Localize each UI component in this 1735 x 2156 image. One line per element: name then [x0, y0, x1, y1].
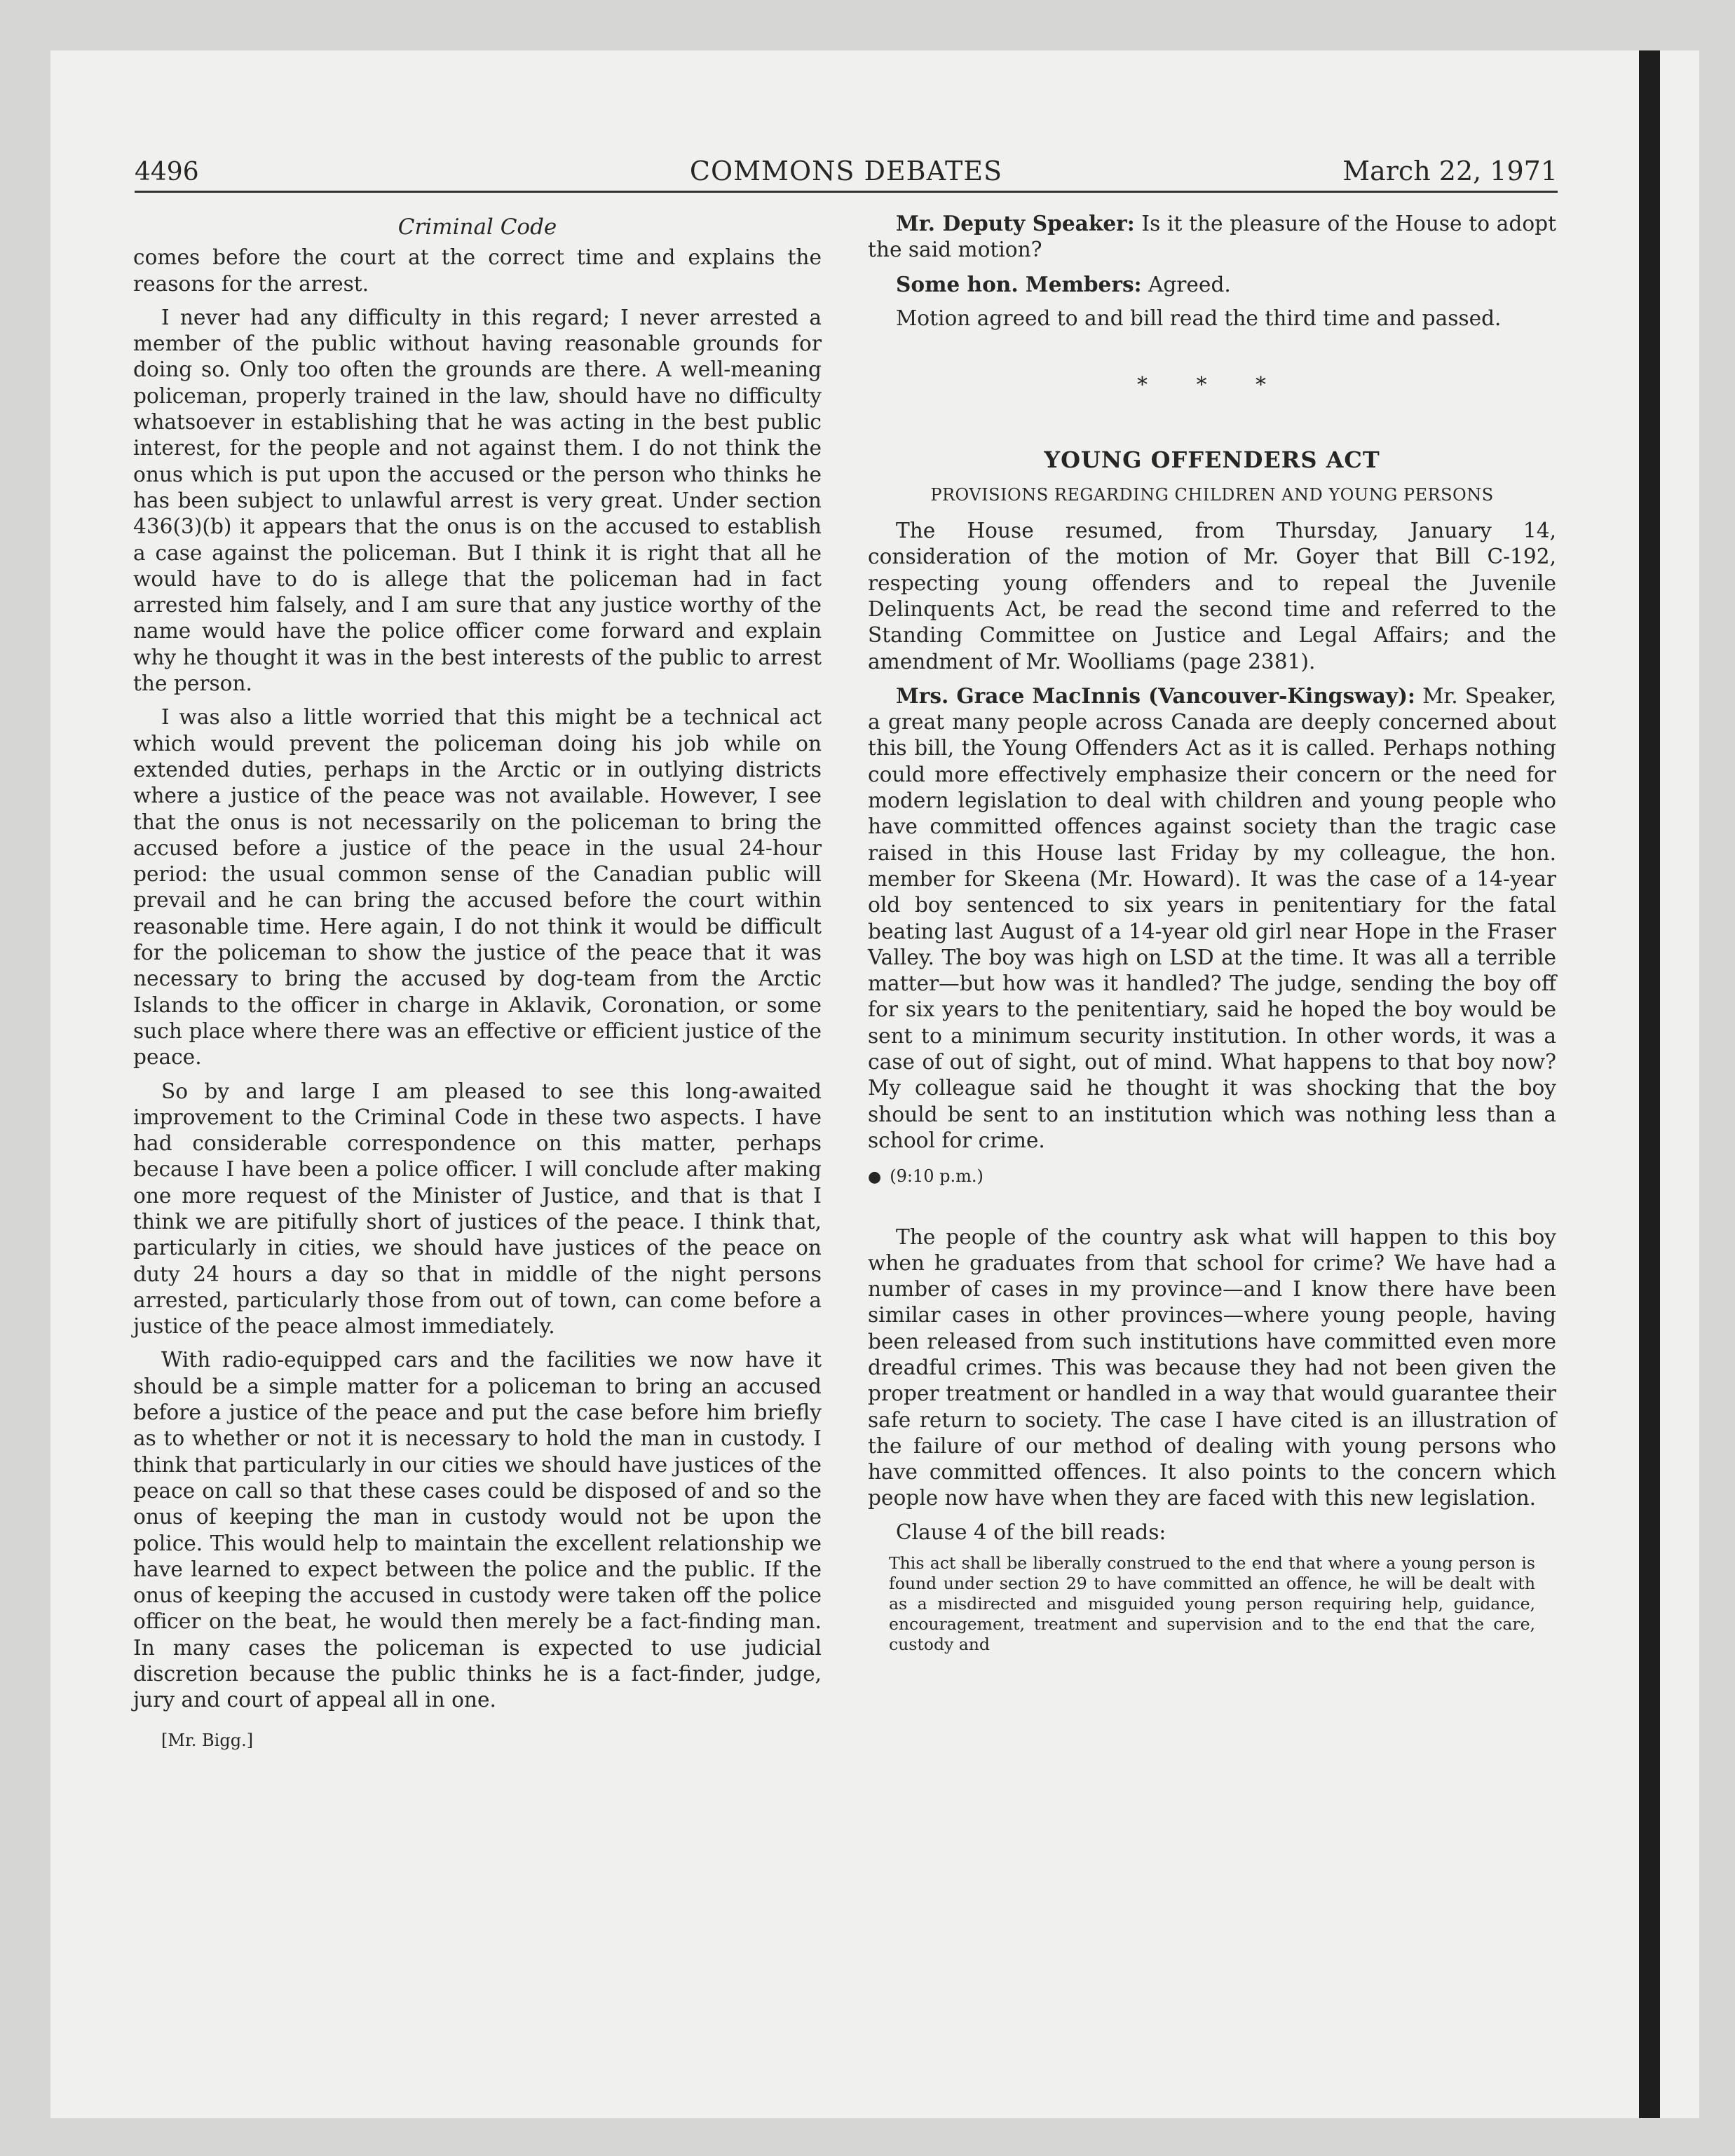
scan-edge-shadow [1639, 50, 1660, 2118]
publication-title: COMMONS DEBATES [689, 156, 1003, 186]
speech-deputy-speaker [868, 210, 1556, 264]
left-column [133, 210, 822, 1754]
paragraph: comes before the court at the correct time and explains the reasons for the arrest. [133, 245, 822, 296]
speaker-name: Mr. Deputy Speaker: [896, 211, 1135, 236]
paragraph: I never had any difficulty in this regard; I never arrested a member of the public without having reasonable grounds for doing so. Only too often the grounds are there. A well-meaning policeman, properly trained in the law, should have no difficulty whatsoever in establishing that he was acting in the best public interest, for the people and not against them. I do not think the onus which is put upon the accused or the person who thinks he has been subject to unlawful arrest is very great. Under section 436(3)(b) it appears that the onus is on the accused to establish a case against the policeman. But I think it is right that all he would have to do is allege that the policeman had in fact arrested him falsely, and I am sure that any justice worthy of the name would have the police officer come forward and explain why he thought it was in the best interests of the public to arrest the person. [133, 305, 822, 696]
section-subheading: PROVISIONS REGARDING CHILDREN AND YOUNG PERSONS [930, 484, 1494, 505]
paragraph: The House resumed, from Thursday, January 14, consideration of the motion of Mr. Goyer that Bill C-192, respecting young offenders and to repeal the Juvenile Delinquents Act, be read the second time and referred to the Standing Committee on Justice and Legal Affairs; and the amendment of Mr. Woolliams (page 2381). [868, 519, 1556, 674]
right-column [868, 210, 1556, 1655]
paragraph: I was also a little worried that this might be a technical act which would prevent the policeman doing his job while on extended duties, perhaps in the Arctic or in outlying districts where a justice of the peace was not available. However, I see that the onus is not necessarily on the policeman to bring the accused before a justice of the peace in the usual 24-hour period: the usual common sense of the Canadian public will prevail and he can bring the accused before the court within reasonable time. Here again, I do not think it would be difficult for the policeman to show the justice of the peace that it was necessary to bring the accused by dog-team from the Arctic Islands to the officer in charge in Aklavik, Coronation, or some such place where there was an effective or efficient justice of the peace. [133, 705, 822, 1070]
page-header [135, 147, 1558, 193]
running-head: Criminal Code [397, 214, 557, 240]
motion-result: Motion agreed to and bill read the third time and passed. [896, 306, 1502, 330]
speaker-name: Mrs. Grace MacInnis (Vancouver-Kingsway): [896, 683, 1415, 708]
paragraph: Clause 4 of the bill reads: [896, 1520, 1166, 1544]
bullet-icon: ● [868, 1168, 882, 1187]
speaker-signature: [Mr. Bigg.] [161, 1730, 254, 1750]
section-heading: YOUNG OFFENDERS ACT [1044, 446, 1380, 474]
speech-text: Mr. Speaker, a great many people across Canada are deeply concerned about this bill, the Young Offenders Act as it is called. Perhaps nothing could more effectively emphasize their concern or the need for modern legislation to deal with children and young people who have committed offences against society than the tragic case raised in this House last Friday by my colleague, the hon. member for Skeena (Mr. Howard). It was the case of a 14-year old boy sentenced to six years in penitentiary for the fatal beating last August of a 14-year old girl near Hope in the Fraser Valley. The boy was high on LSD at the time. It was all a terrible matter—but how was it handled? The judge, sending the boy off for six years to the penitentiary, said he hoped the boy would be sent to a minimum security institution. In other words, it was a case of out of sight, out of mind. What happens to that boy now? My colleague said he thought it was shocking that the boy should be sent to an institution which was nothing less than a school for crime. [868, 683, 1556, 1152]
speech-members [868, 271, 1556, 298]
section-divider: * * * [1136, 373, 1288, 398]
page-number: 4496 [135, 158, 199, 186]
speech-text: Agreed. [1148, 272, 1231, 296]
speech-text: Is it the pleasure of the House to adopt the said motion? [868, 212, 1556, 262]
paragraph: The people of the country ask what will happen to this boy when he graduates from that school for crime? We have had a number of cases in my province—and I know there have been similar cases in other provinces—where young people, having been released from such institutions have committed even more dreadful crimes. This was because they had not been given the proper treatment or handled in a way that would guarantee their safe return to society. The case I have cited is an illustration of the failure of our method of dealing with young persons who have committed offences. It also points to the concern which people now have when they are faced with this new legislation. [868, 1224, 1556, 1510]
time-marker [868, 1164, 1556, 1190]
clause-quote: This act shall be liberally construed to the end that where a young person is found under section 29 to have committed an offence, he will be dealt with as a misdirected and misguided young person requiring help, guidance, encouragement, treatment and supervision and to the end that the care, custody and [889, 1553, 1535, 1655]
paragraph: So by and large I am pleased to see this long-awaited improvement to the Criminal Code in these two aspects. I have had considerable correspondence on this matter, perhaps because I have been a police officer. I will conclude after making one more request of the Minister of Justice, and that is that I think we are pitifully short of justices of the peace. I think that, particularly in cities, we should have justices of the peace on duty 24 hours a day so that in middle of the night persons arrested, particularly those from out of town, can come before a justice of the peace almost immediately. [133, 1079, 822, 1339]
time-text: (9:10 p.m.) [890, 1166, 984, 1187]
paragraph: With radio-equipped cars and the facilities we now have it should be a simple matter for a policeman to bring an accused before a justice of the peace and put the case before him briefly as to whether or not it is necessary to hold the man in custody. I think that particularly in our cities we should have justices of the peace on call so that these cases could be disposed of and so the onus of keeping the man in custody would not be upon the police. This would help to maintain the excellent relationship we have learned to expect between the police and the public. If the onus of keeping the accused in custody were taken off the police officer on the beat, he would then merely be a fact-finding man. In many cases the policeman is expected to use judicial discretion because the public thinks he is a fact-finder, judge, jury and court of appeal all in one. [133, 1348, 822, 1712]
speaker-name: Some hon. Members: [896, 271, 1142, 296]
page-date: March 22, 1971 [1342, 156, 1558, 186]
speech-macinnis [868, 683, 1556, 1154]
